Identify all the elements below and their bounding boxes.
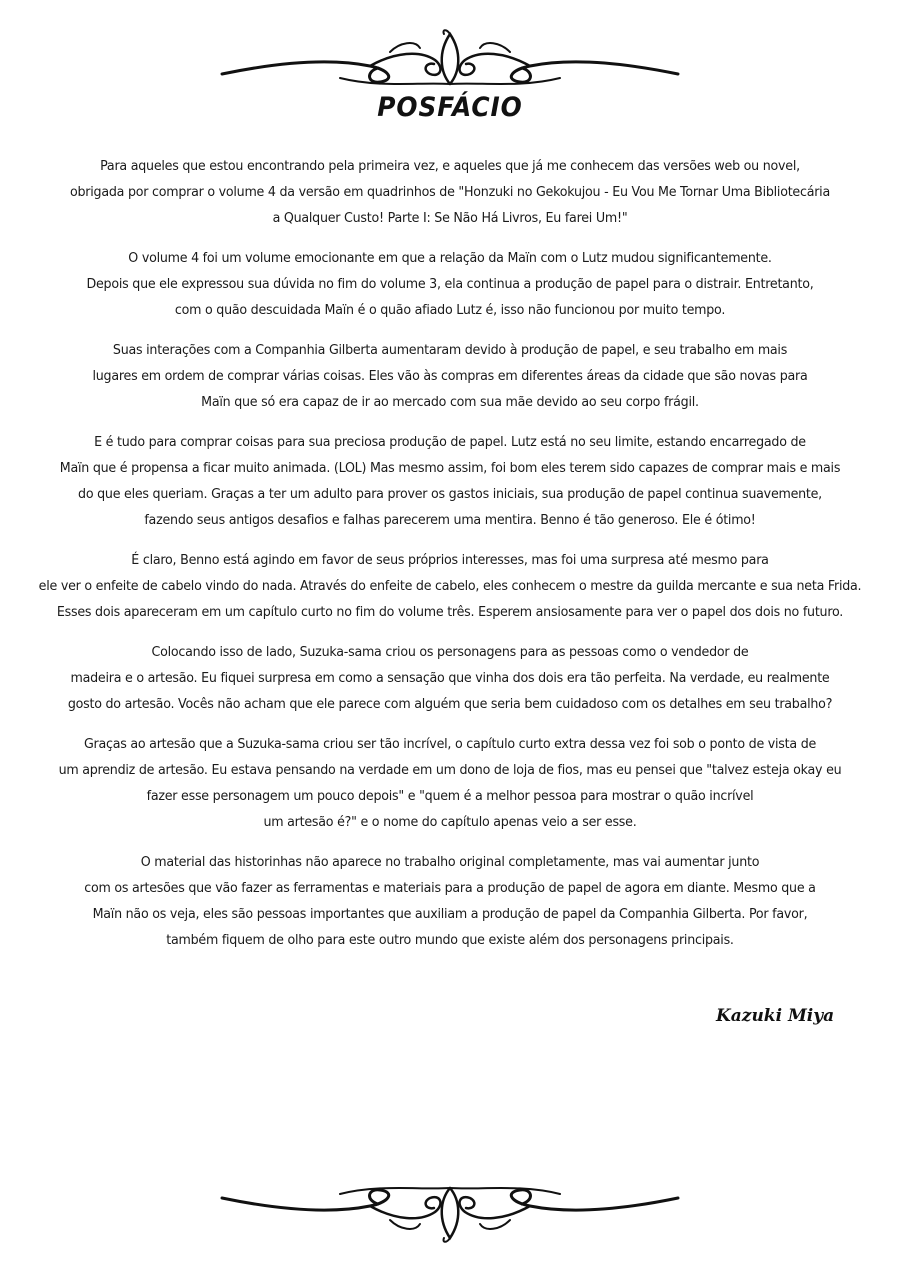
paragraph xyxy=(20,338,880,416)
text-line: Depois que ele expressou sua dúvida no fim do volume 3, ela continua a produção de papel para o distrair. Entretanto, xyxy=(86,277,814,292)
text-line: do que eles queriam. Graças a ter um adulto para prover os gastos iniciais, sua produção de papel continua suavemente, xyxy=(78,487,822,502)
paragraph xyxy=(20,430,880,534)
paragraph xyxy=(20,246,880,324)
paragraph xyxy=(20,850,880,954)
text-line: lugares em ordem de comprar várias coisas. Eles vão às compras em diferentes áreas da cidade que são novas para xyxy=(92,369,808,384)
top-flourish-ornament-icon xyxy=(220,22,680,92)
paragraph xyxy=(20,154,880,232)
page-title: POSFÁCIO xyxy=(377,92,523,123)
text-line: um aprendiz de artesão. Eu estava pensando na verdade em um dono de loja de fios, mas eu pensei que "talvez esteja okay eu xyxy=(58,763,842,778)
text-line: um artesão é?" e o nome do capítulo apenas veio a ser esse. xyxy=(263,815,637,830)
text-line: Graças ao artesão que a Suzuka-sama criou ser tão incrível, o capítulo curto extra dessa vez foi sob o ponto de vista de xyxy=(83,737,817,752)
text-line: Maïn que é propensa a ficar muito animada. (LOL) Mas mesmo assim, foi bom eles terem sido capazes de comprar mais e mais xyxy=(59,461,841,476)
text-line: fazer esse personagem um pouco depois" e "quem é a melhor pessoa para mostrar o quão incrível xyxy=(146,789,754,804)
text-line: fazendo seus antigos desafios e falhas parecerem uma mentira. Benno é tão generoso. Ele é ótimo! xyxy=(144,513,756,528)
text-line: E é tudo para comprar coisas para sua preciosa produção de papel. Lutz está no seu limite, estando encarregado de xyxy=(94,435,806,450)
text-line: Para aqueles que estou encontrando pela primeira vez, e aqueles que já me conhecem das versões web ou novel, xyxy=(100,159,800,174)
text-line: madeira e o artesão. Eu fiquei surpresa em como a sensação que vinha dos dois era tão perfeita. Na verdade, eu realmente xyxy=(70,671,830,686)
paragraph xyxy=(20,548,880,626)
text-line: a Qualquer Custo! Parte I: Se Não Há Livros, Eu farei Um!" xyxy=(272,211,628,226)
paragraph xyxy=(20,640,880,718)
text-line: gosto do artesão. Vocês não acham que ele parece com alguém que seria bem cuidadoso com os detalhes em seu trabalho? xyxy=(67,697,833,712)
text-line: É claro, Benno está agindo em favor de seus próprios interesses, mas foi uma surpresa até mesmo para xyxy=(131,553,769,568)
text-line: Suas interações com a Companhia Gilberta aumentaram devido à produção de papel, e seu trabalho em mais xyxy=(112,343,788,358)
text-line: O material das historinhas não aparece no trabalho original completamente, mas vai aumentar junto xyxy=(140,855,760,870)
text-line: Colocando isso de lado, Suzuka-sama criou os personagens para as pessoas como o vendedor de xyxy=(151,645,749,660)
afterword-body xyxy=(20,154,880,968)
paragraph xyxy=(20,732,880,836)
text-line: obrigada por comprar o volume 4 da versão em quadrinhos de "Honzuki no Gekokujou - Eu Vou Me Tornar Uma Bibliotecária xyxy=(70,185,830,200)
text-line: com o quão descuidada Maïn é o quão afiado Lutz é, isso não funcionou por muito tempo. xyxy=(174,303,726,318)
text-line: Esses dois apareceram em um capítulo curto no fim do volume três. Esperem ansiosamente para ver o papel dos dois no futuro. xyxy=(56,605,844,620)
text-line: ele ver o enfeite de cabelo vindo do nada. Através do enfeite de cabelo, eles conhecem o mestre da guilda mercante e sua neta Frida. xyxy=(38,579,862,594)
text-line: Maïn que só era capaz de ir ao mercado com sua mãe devido ao seu corpo frágil. xyxy=(201,395,699,410)
text-line: O volume 4 foi um volume emocionante em que a relação da Maïn com o Lutz mudou significantemente. xyxy=(128,251,772,266)
author-signature: Kazuki Miya xyxy=(716,1006,835,1026)
text-line: Maïn não os veja, eles são pessoas importantes que auxiliam a produção de papel da Companhia Gilberta. Por favor, xyxy=(92,907,808,922)
bottom-flourish-ornament-icon xyxy=(220,1178,680,1248)
text-line: também fiquem de olho para este outro mundo que existe além dos personagens principais. xyxy=(166,933,734,948)
text-line: com os artesões que vão fazer as ferramentas e materiais para a produção de papel de agora em diante. Mesmo que a xyxy=(84,881,816,896)
